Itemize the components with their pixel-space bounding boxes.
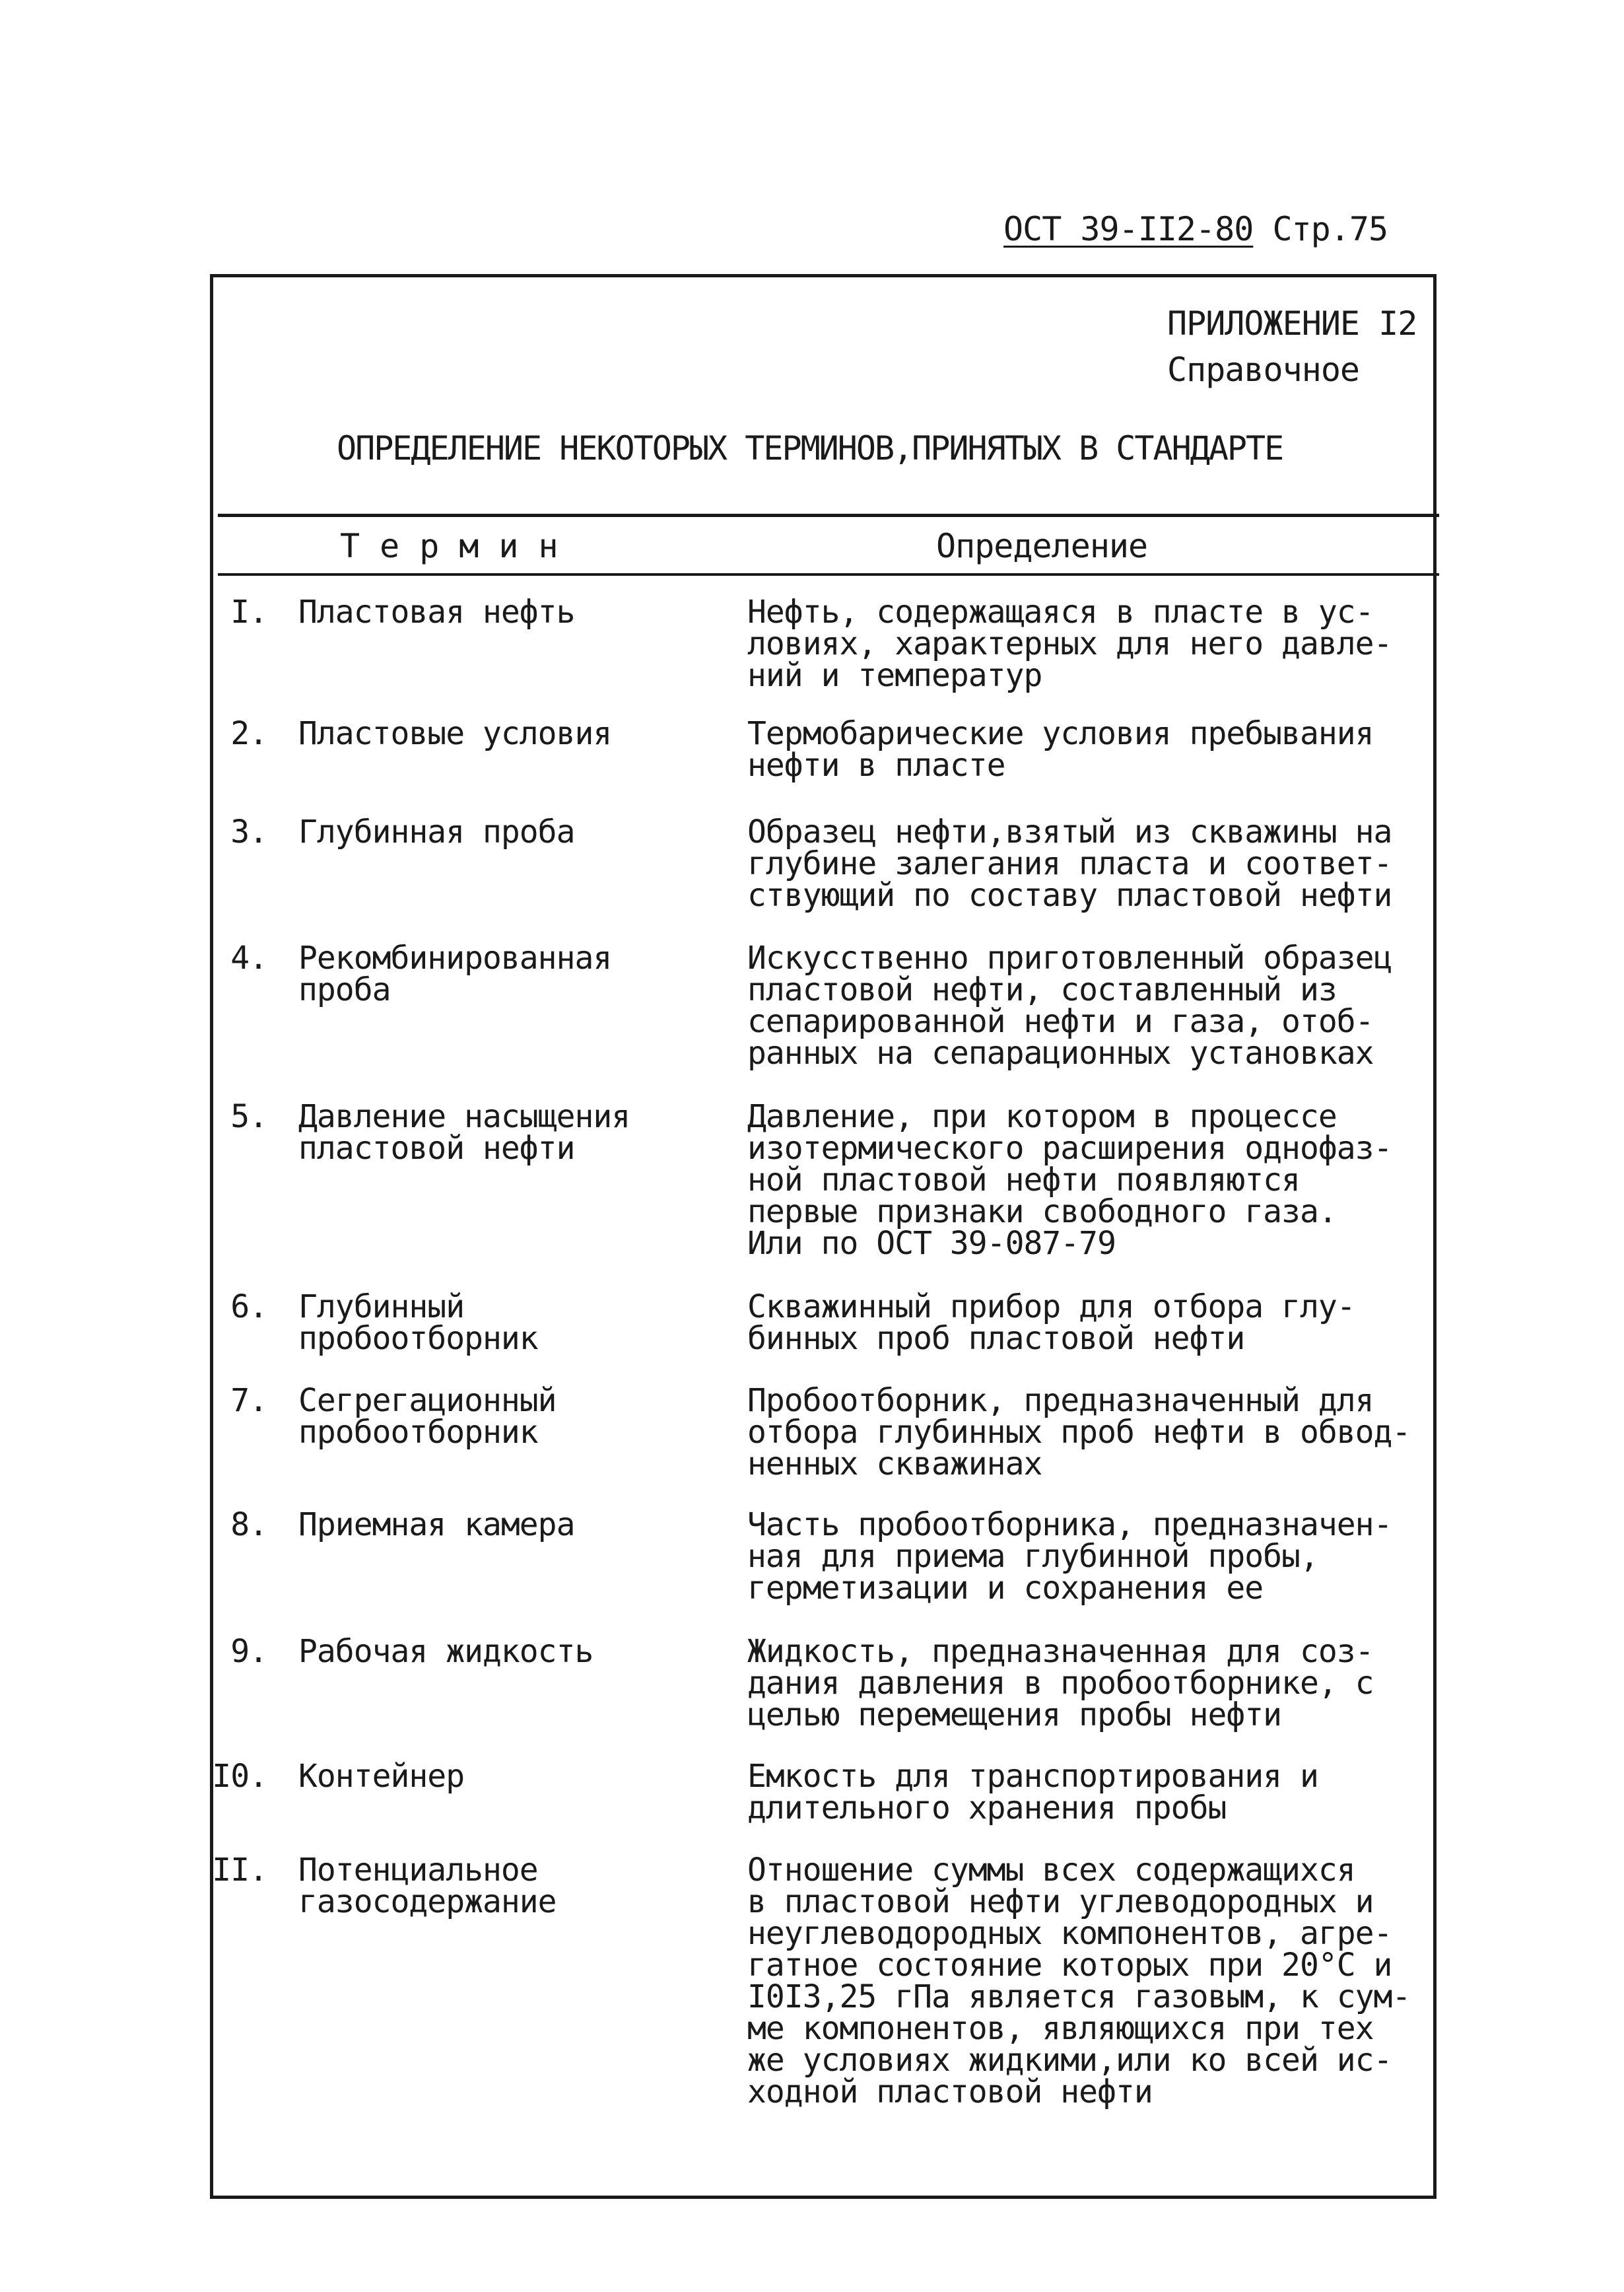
row-definition: Образец нефти,взятый из скважины на глубине залегания пласта и соответ- ствующий по составу пластовой нефти (747, 814, 1392, 914)
table-header-rule (218, 573, 1439, 576)
table-top-rule (218, 514, 1439, 517)
row-definition: Емкость для транспортирования и длительного хранения пробы (747, 1758, 1318, 1826)
row-definition: Часть пробоотборника, предназначен- ная для приема глубинной пробы, герметизации и сохранения ее (747, 1506, 1392, 1607)
row-definition: Давление, при котором в процессе изотермического расширения однофаз- ной пластовой нефти появляются первые признаки свободного газа. Или по ОСТ 39-087-79 (747, 1098, 1392, 1262)
column-header-term: Термин (340, 527, 578, 565)
row-term: Глубинная проба (298, 814, 575, 851)
row-term: Давление насыщения пластовой нефти (298, 1098, 630, 1167)
row-term: Рекомбинированная проба (298, 940, 612, 1008)
row-number: 5. (230, 1098, 267, 1135)
row-definition: Скважинный прибор для отбора глу- бинных проб пластовой нефти (747, 1288, 1355, 1357)
row-term: Пластовая нефть (298, 594, 575, 631)
row-number: II. (212, 1852, 267, 1889)
document-title: ОПРЕДЕЛЕНИЕ НЕКОТОРЫХ ТЕРМИНОВ,ПРИНЯТЫХ В СТАНДАРТЕ (337, 429, 1283, 468)
row-definition: Пробоотборник, предназначенный для отбора глубинных проб нефти в обвод- ненных скважинах (747, 1382, 1411, 1482)
row-number: 6. (230, 1288, 267, 1325)
row-number: 4. (230, 940, 267, 977)
row-number: 3. (230, 814, 267, 851)
row-number: 8. (230, 1506, 267, 1543)
row-definition: Искусственно приготовленный образец пластовой нефти, составленный из сепарированной нефти и газа, отоб- ранных на сепарационных установках (747, 940, 1392, 1072)
row-definition: Отношение суммы всех содержащихся в пластовой нефти углеводородных и неуглеводородных компонентов, агре- гатное состояние которых при 20°С и I0I3,25 гПа является газовым, к сум- ме компонентов, являющихся при тех же условиях жидкими,или ко всей ис- ходной пластовой нефти (747, 1852, 1411, 2110)
row-number: 2. (230, 715, 267, 752)
column-header-definition: Определение (936, 527, 1148, 565)
row-number: 7. (230, 1382, 267, 1419)
row-definition: Термобарические условия пребывания нефти в пласте (747, 715, 1374, 784)
appendix-block (1167, 300, 1417, 393)
row-term: Контейнер (298, 1758, 465, 1795)
row-term: Сегрегационный пробоотборник (298, 1382, 557, 1451)
row-definition: Нефть, содержащаяся в пласте в ус- ловиях, характерных для него давле- ний и температур (747, 594, 1392, 694)
appendix-label: ПРИЛОЖЕНИЕ I2 (1167, 304, 1417, 343)
page-number: Стр.75 (1272, 210, 1388, 248)
row-definition: Жидкость, предназначенная для соз- дания давления в пробоотборнике, с целью перемещения пробы нефти (747, 1633, 1374, 1733)
row-number: I0. (212, 1758, 267, 1795)
page-header (1003, 210, 1388, 248)
row-term: Глубинный пробоотборник (298, 1288, 538, 1357)
appendix-type: Справочное (1167, 351, 1360, 389)
row-term: Пластовые условия (298, 715, 612, 752)
row-number: I. (230, 594, 267, 631)
row-term: Приемная камера (298, 1506, 575, 1543)
row-term: Потенциальное газосодержание (298, 1852, 557, 1920)
doc-code: ОСТ 39-II2-80 (1003, 210, 1254, 248)
row-term: Рабочая жидкость (298, 1633, 593, 1670)
row-number: 9. (230, 1633, 267, 1670)
